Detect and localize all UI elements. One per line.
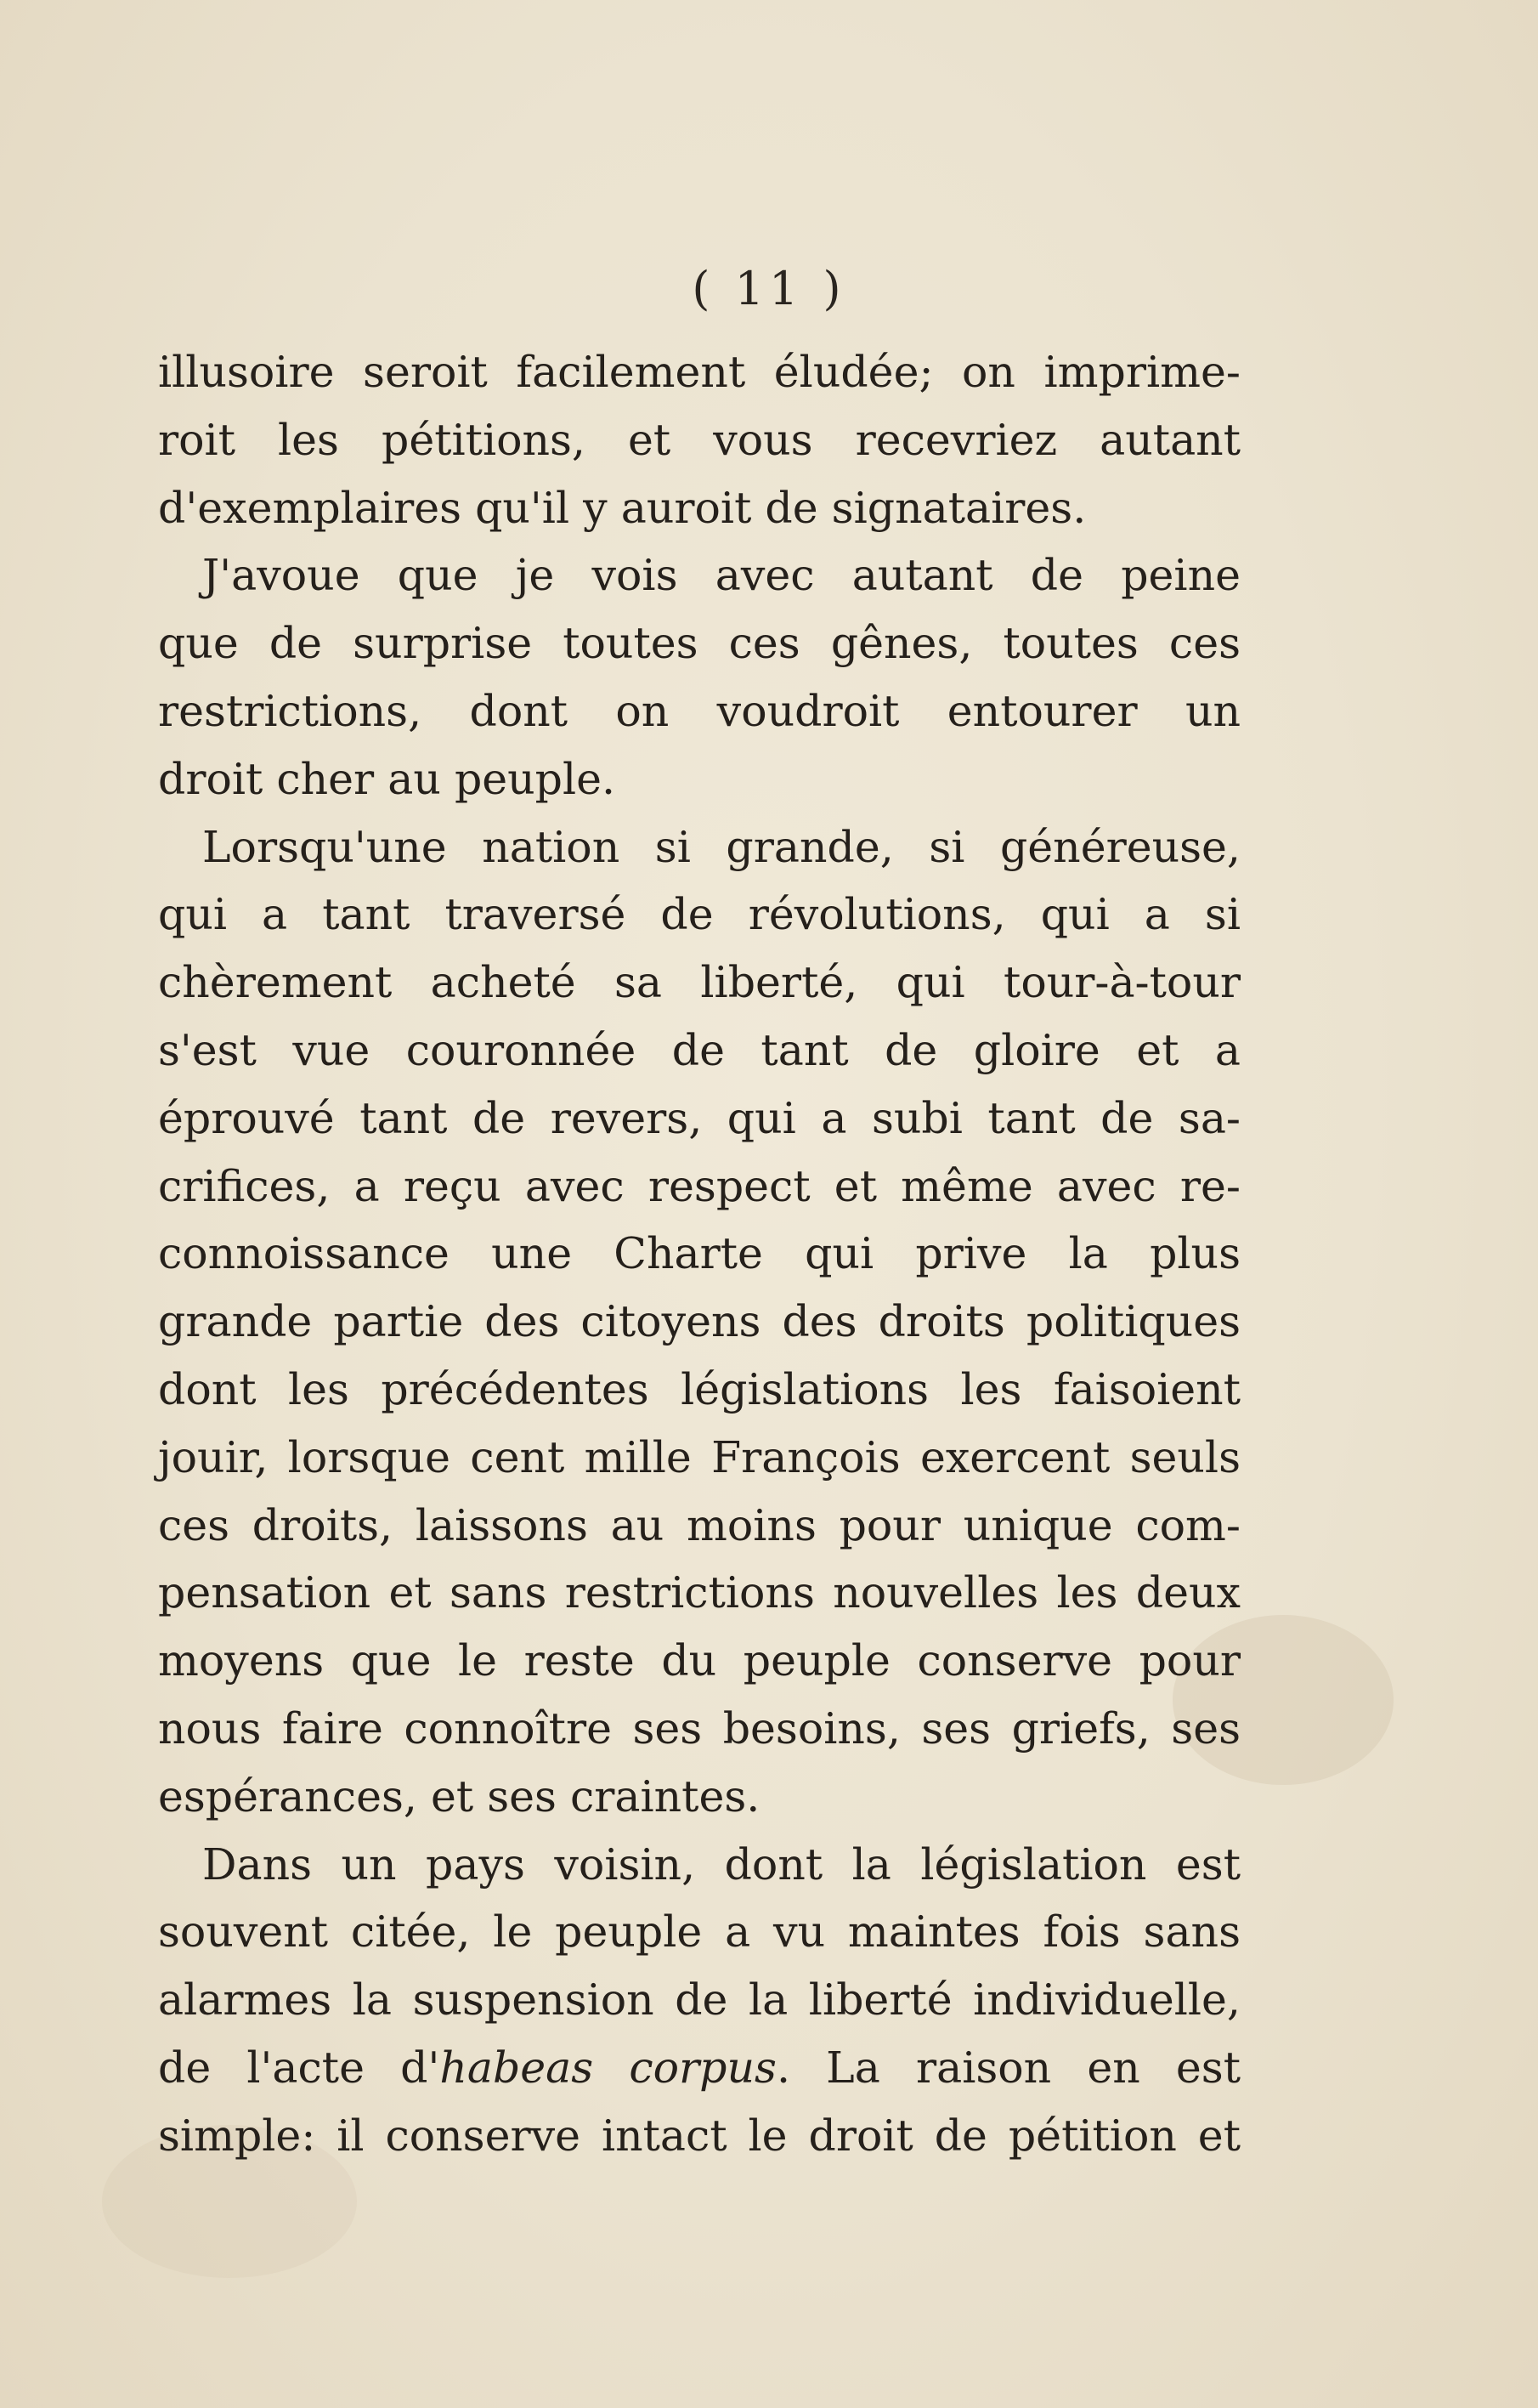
text-line: ces droits, laissons au moins pour unique com- (158, 1499, 1241, 1550)
text-line: illusoire seroit facilement éludée; on imprime- (158, 347, 1241, 397)
text-line: chèrement acheté sa liberté, qui tour-à-tour (158, 957, 1241, 1008)
text-line: jouir, lorsque cent mille François exercent seuls (158, 1431, 1241, 1482)
text-line: que de surprise toutes ces gênes, toutes ces (158, 618, 1241, 669)
text-line: d'exemplaires qu'il y auroit de signataires. (158, 482, 1087, 533)
text-line: roit les pétitions, et vous recevriez autant (158, 414, 1241, 465)
text-segment: de l'acte d' (158, 2042, 440, 2093)
italic-phrase: habeas corpus (439, 2042, 777, 2093)
text-line: connoissance une Charte qui prive la plus (158, 1228, 1241, 1279)
text-line: alarmes la suspension de la liberté individuelle, (158, 1975, 1241, 2026)
text-line: grande partie des citoyens des droits politiques (158, 1296, 1241, 1347)
text-line: restrictions, dont on voudroit entourer un (158, 685, 1241, 736)
text-line: droit cher au peuple. (158, 753, 616, 804)
text-line: pensation et sans restrictions nouvelles les deux (158, 1567, 1241, 1618)
text-line: nous faire connoître ses besoins, ses griefs, ses (158, 1703, 1241, 1754)
text-line (158, 2034, 1241, 2102)
text-line: simple: il conserve intact le droit de pétition et (158, 2110, 1241, 2161)
page-number: ( 11 ) (692, 262, 846, 315)
text-line: qui a tant traversé de révolutions, qui a si (158, 889, 1241, 940)
text-line: Dans un pays voisin, dont la législation est (202, 1839, 1241, 1890)
text-line: espérances, et ses craintes. (158, 1771, 761, 1822)
text-line: souvent citée, le peuple a vu maintes fois sans (158, 1907, 1241, 1958)
text-line: Lorsqu'une nation si grande, si généreuse, (202, 821, 1241, 872)
text-line: crifices, a reçu avec respect et même avec re- (158, 1160, 1241, 1211)
text-line: moyens que le reste du peuple conserve pour (158, 1635, 1241, 1686)
text-line: éprouvé tant de revers, qui a subi tant de sa- (158, 1092, 1241, 1143)
text-line: dont les précédentes législations les faisoient (158, 1363, 1241, 1414)
text-line: s'est vue couronnée de tant de gloire et a (158, 1024, 1241, 1075)
text-line: J'avoue que je vois avec autant de peine (202, 550, 1241, 601)
body-text (158, 338, 1241, 2170)
text-segment: . La raison en est (776, 2042, 1241, 2093)
